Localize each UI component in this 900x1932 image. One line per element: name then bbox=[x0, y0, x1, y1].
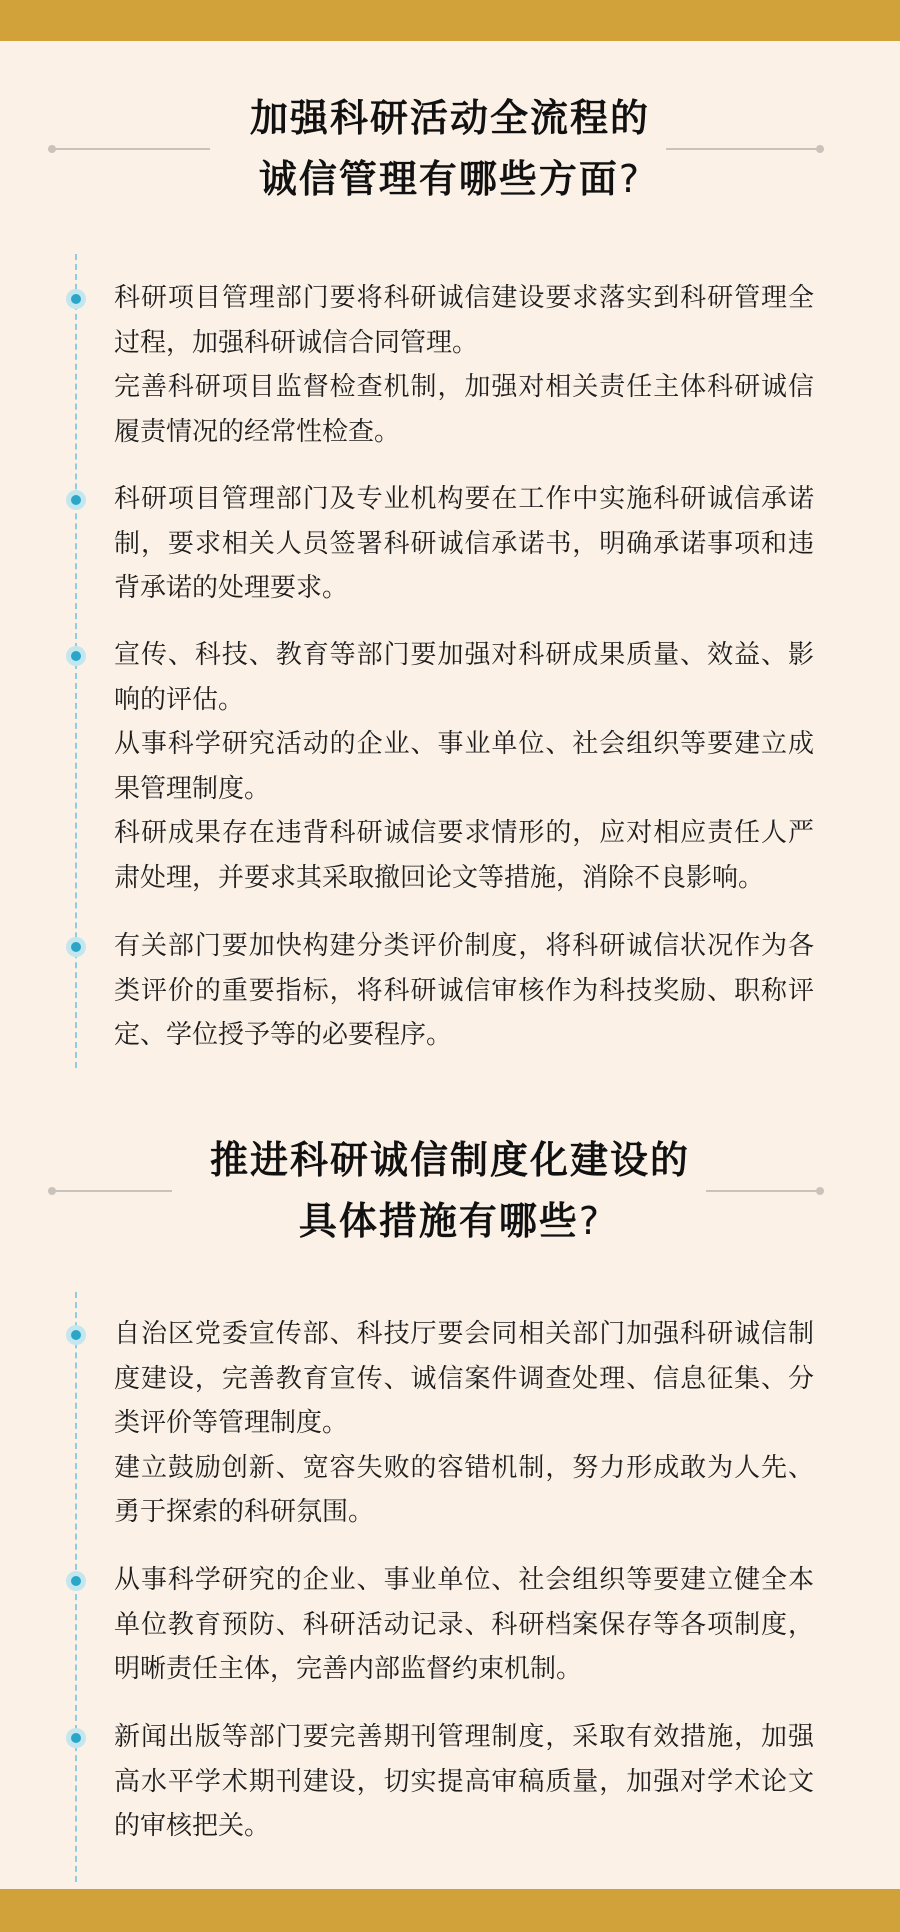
item-paragraph: 从事科学研究的企业、事业单位、社会组织等要建立健全本单位教育预防、科研活动记录、科研档案保存等各项制度，明晰责任主体，完善内部监督约束机制。 bbox=[114, 1565, 814, 1684]
title-line-2 bbox=[0, 149, 900, 210]
section-title bbox=[0, 1130, 900, 1252]
item-text bbox=[114, 276, 814, 454]
item-paragraph: 科研项目管理部门及专业机构要在工作中实施科研诚信承诺制，要求相关人员签署科研诚信承诺书，明确承诺事项和违背承诺的处理要求。 bbox=[114, 484, 814, 603]
section-title bbox=[0, 88, 900, 210]
title-question-mark: ? bbox=[618, 157, 642, 201]
section-title-block bbox=[0, 88, 900, 214]
timeline-dot-icon bbox=[66, 937, 86, 957]
item-paragraph: 自治区党委宣传部、科技厅要会同相关部门加强科研诚信制度建设，完善教育宣传、诚信案件调查处理、信息征集、分类评价等管理制度。 bbox=[114, 1319, 814, 1438]
timeline-dot-icon bbox=[66, 490, 86, 510]
item-text bbox=[114, 1558, 814, 1692]
item-paragraph: 有关部门要加快构建分类评价制度，将科研诚信状况作为各类评价的重要指标，将科研诚信审核作为科技奖励、职称评定、学位授予等的必要程序。 bbox=[114, 931, 814, 1050]
title-line-2-text: 诚信管理有哪些方面 bbox=[258, 157, 619, 201]
title-line-2-text: 具体措施有哪些 bbox=[298, 1199, 579, 1243]
title-line-1: 加强科研活动全流程的 bbox=[249, 96, 650, 140]
item-paragraph: 宣传、科技、教育等部门要加强对科研成果质量、效益、影响的评估。 bbox=[114, 640, 814, 715]
item-paragraph: 从事科学研究活动的企业、事业单位、社会组织等要建立成果管理制度。 bbox=[114, 729, 814, 804]
item-text bbox=[114, 633, 814, 900]
timeline-dot-icon bbox=[66, 1571, 86, 1591]
title-question-mark: ? bbox=[578, 1199, 602, 1243]
title-line-2 bbox=[0, 1191, 900, 1252]
item-paragraph: 完善科研项目监督检查机制，加强对相关责任主体科研诚信履责情况的经常性检查。 bbox=[114, 372, 814, 447]
title-line-1: 推进科研诚信制度化建设的 bbox=[209, 1138, 690, 1182]
item-paragraph: 科研成果存在违背科研诚信要求情形的，应对相应责任人严肃处理，并要求其采取撤回论文等措施，消除不良影响。 bbox=[114, 818, 814, 893]
item-text bbox=[114, 924, 814, 1058]
item-paragraph: 科研项目管理部门要将科研诚信建设要求落实到科研管理全过程，加强科研诚信合同管理。 bbox=[114, 283, 814, 358]
top-band bbox=[0, 0, 900, 41]
item-paragraph: 新闻出版等部门要完善期刊管理制度，采取有效措施，加强高水平学术期刊建设，切实提高审稿质量，加强对学术论文的审核把关。 bbox=[114, 1722, 814, 1841]
item-paragraph: 建立鼓励创新、宽容失败的容错机制，努力形成敢为人先、勇于探索的科研氛围。 bbox=[114, 1452, 814, 1527]
section-title-block bbox=[0, 1130, 900, 1256]
timeline bbox=[0, 1292, 900, 1882]
bottom-band bbox=[0, 1889, 900, 1932]
timeline-dot-icon bbox=[66, 289, 86, 309]
timeline bbox=[0, 254, 900, 1068]
section-institutional-measures bbox=[0, 1130, 900, 1841]
timeline-dot-icon bbox=[66, 1325, 86, 1345]
timeline-dot-icon bbox=[66, 1728, 86, 1748]
section-integrity-management bbox=[0, 88, 900, 1050]
timeline-dot-icon bbox=[66, 646, 86, 666]
item-text bbox=[114, 477, 814, 611]
item-text bbox=[114, 1715, 814, 1849]
item-text bbox=[114, 1312, 814, 1535]
